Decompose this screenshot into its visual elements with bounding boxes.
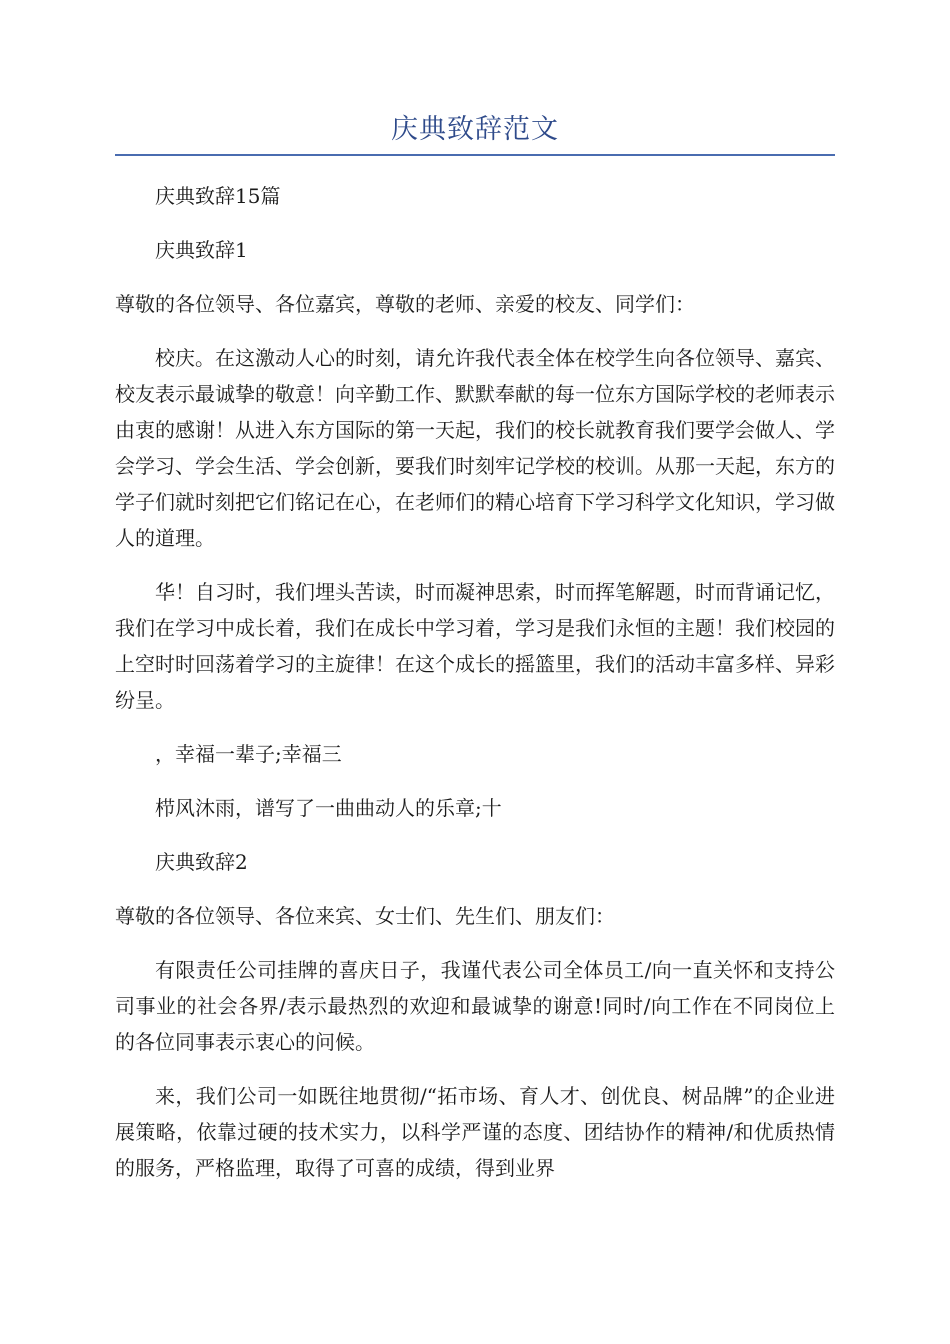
paragraph: 尊敬的各位领导、各位嘉宾，尊敬的老师、亲爱的校友、同学们：: [115, 292, 695, 316]
paragraph: 来，我们公司一如既往地贯彻/“拓市场、育人才、创优良、树品牌”的企业进展策略，依靠过硬的技术实力，以科学严谨的态度、团结协作的精神/和优质热情的服务，严格监理，取得了可喜的成绩，得到业界: [115, 1084, 835, 1180]
paragraph: 庆典致辞2: [155, 850, 248, 874]
paragraph: 尊敬的各位领导、各位来宾、女士们、先生们、朋友们：: [115, 904, 615, 928]
paragraph: ，幸福一辈子;幸福三: [155, 742, 342, 766]
paragraph: 有限责任公司挂牌的喜庆日子，我谨代表公司全体员工/向一直关怀和支持公司事业的社会各界/表示最热烈的欢迎和最诚挚的谢意!同时/向工作在不同岗位上的各位同事表示衷心的问候。: [115, 958, 835, 1054]
paragraph: 庆典致辞15篇: [155, 184, 281, 208]
paragraph: 栉风沐雨，谱写了一曲曲动人的乐章;十: [155, 796, 502, 820]
document-body: [115, 178, 835, 1204]
paragraph: 华！自习时，我们埋头苦读，时而凝神思索，时而挥笔解题，时而背诵记忆，我们在学习中成长着，我们在成长中学习着，学习是我们永恒的主题！我们校园的上空时时回荡着学习的主旋律！在这个成长的摇篮里，我们的活动丰富多样、异彩纷呈。: [115, 580, 835, 712]
document-title: 庆典致辞范文: [391, 114, 559, 145]
title-underline: [115, 154, 835, 156]
paragraph: 庆典致辞1: [155, 238, 248, 262]
paragraph: 校庆。在这激动人心的时刻，请允许我代表全体在校学生向各位领导、嘉宾、校友表示最诚挚的敬意！向辛勤工作、默默奉献的每一位东方国际学校的老师表示由衷的感谢！从进入东方国际的第一天起，我们的校长就教育我们要学会做人、学会学习、学会生活、学会创新，要我们时刻牢记学校的校训。从那一天起，东方的学子们就时刻把它们铭记在心，在老师们的精心培育下学习科学文化知识，学习做人的道理。: [115, 346, 835, 550]
